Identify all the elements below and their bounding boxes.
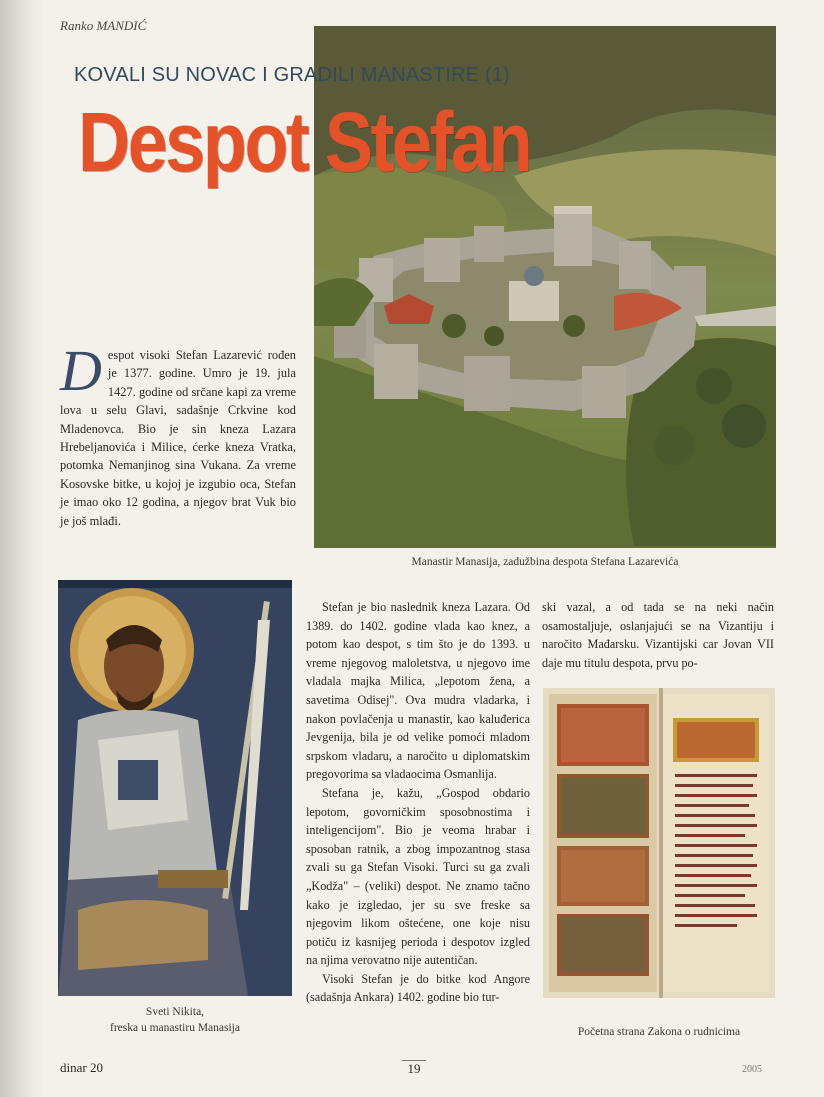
fresco-caption-line1: Sveti Nikita,: [145, 1006, 205, 1018]
author-name: Ranko MANDIĆ: [60, 18, 147, 33]
lead-text: espot visoki Stefan Lazarević rođen je 1377. godine. Umro je 19. jula 1427. godine od srčane kapi za vreme lova u selu Glavi, sadašnje Crkvine kod Mladenovca. Bio je sin kneza Lazara Hrebeljanovića i Milice, ćerke kneza Vratka, potomka Nemanjinog sina Vukana. Za vreme Kosovske bitke, u kojoj je izgubio oca, Stefan je imao oko 12 godina, a njegov brat Vuk bio je još mlađi.: [60, 348, 296, 528]
fresco-caption: [58, 1004, 292, 1036]
fresco-image: [58, 580, 292, 996]
body-paragraph: Stefan je bio naslednik kneza Lazara. Od 1389. do 1402. godine vlada kao knez, a potom kao despot, s tim što je do 1393. u vreme njegovog maloletstva, u njegovo ime vladala majka Milica, „lepotom žena, a savetima Odisej". Ova mudra vladarka, i nakon povlačenja u manastir, kao kaluđerica Jevgenija, bila je od velike pomoći mladom srpskom vladaru, a naročito u diplomatskim pregovorima sa vladaocima Osmanlija.: [306, 600, 530, 782]
monastery-caption: Manastir Manasija, zadužbina despota Stefana Lazarevića: [411, 556, 679, 568]
magazine-footer-name: dinar 20: [60, 1060, 103, 1075]
page-gutter-shadow: [0, 0, 44, 1097]
body-paragraph: ski vazal, a od tada se na neki način osamostaljuje, oslanjajući se na Vizantiju i naročito Mađarsku. Vizantijski car Jovan VII daje mu titulu despota, prvu po-: [542, 600, 774, 670]
article-title: Despot Stefan: [78, 95, 531, 189]
lead-paragraph: [60, 338, 296, 530]
body-paragraph: Visoki Stefan je do bitke kod Angore (sadašnja Ankara) 1402. godine bio tur-: [306, 971, 530, 1005]
drop-cap: D: [60, 338, 102, 403]
body-column-right: [542, 598, 774, 672]
page-number: 19: [402, 1060, 426, 1077]
manuscript-caption: Početna strana Zakona o rudnicima: [577, 1026, 741, 1038]
body-paragraph: Stefana je, kažu, „Gospod obdario lepotom, govorničkim sposobnostima i inteligencijom". Bio je veoma hrabar i sposoban ratnik, a zbog impozantnog stasa zvali su ga Stefan Visoki. Turci su ga zvali „Kodža" – (veliki) despot. Ne znamo tačno kako je izgledao, jer su sve freske sa njegovim likom oštećene, one koje nisu potiču iz kasnijeg perioda i despotov izgled na njima verovatno nije autentičan.: [306, 785, 530, 968]
article-kicker: KOVALI SU NOVAC I GRADILI MANASTIRE (1): [74, 64, 511, 86]
fresco-caption-line2: freska u manastiru Manasija: [110, 1022, 240, 1034]
footer-year: 2005: [742, 1064, 762, 1075]
body-column-middle: [306, 598, 530, 1007]
manuscript-image: [543, 688, 775, 998]
